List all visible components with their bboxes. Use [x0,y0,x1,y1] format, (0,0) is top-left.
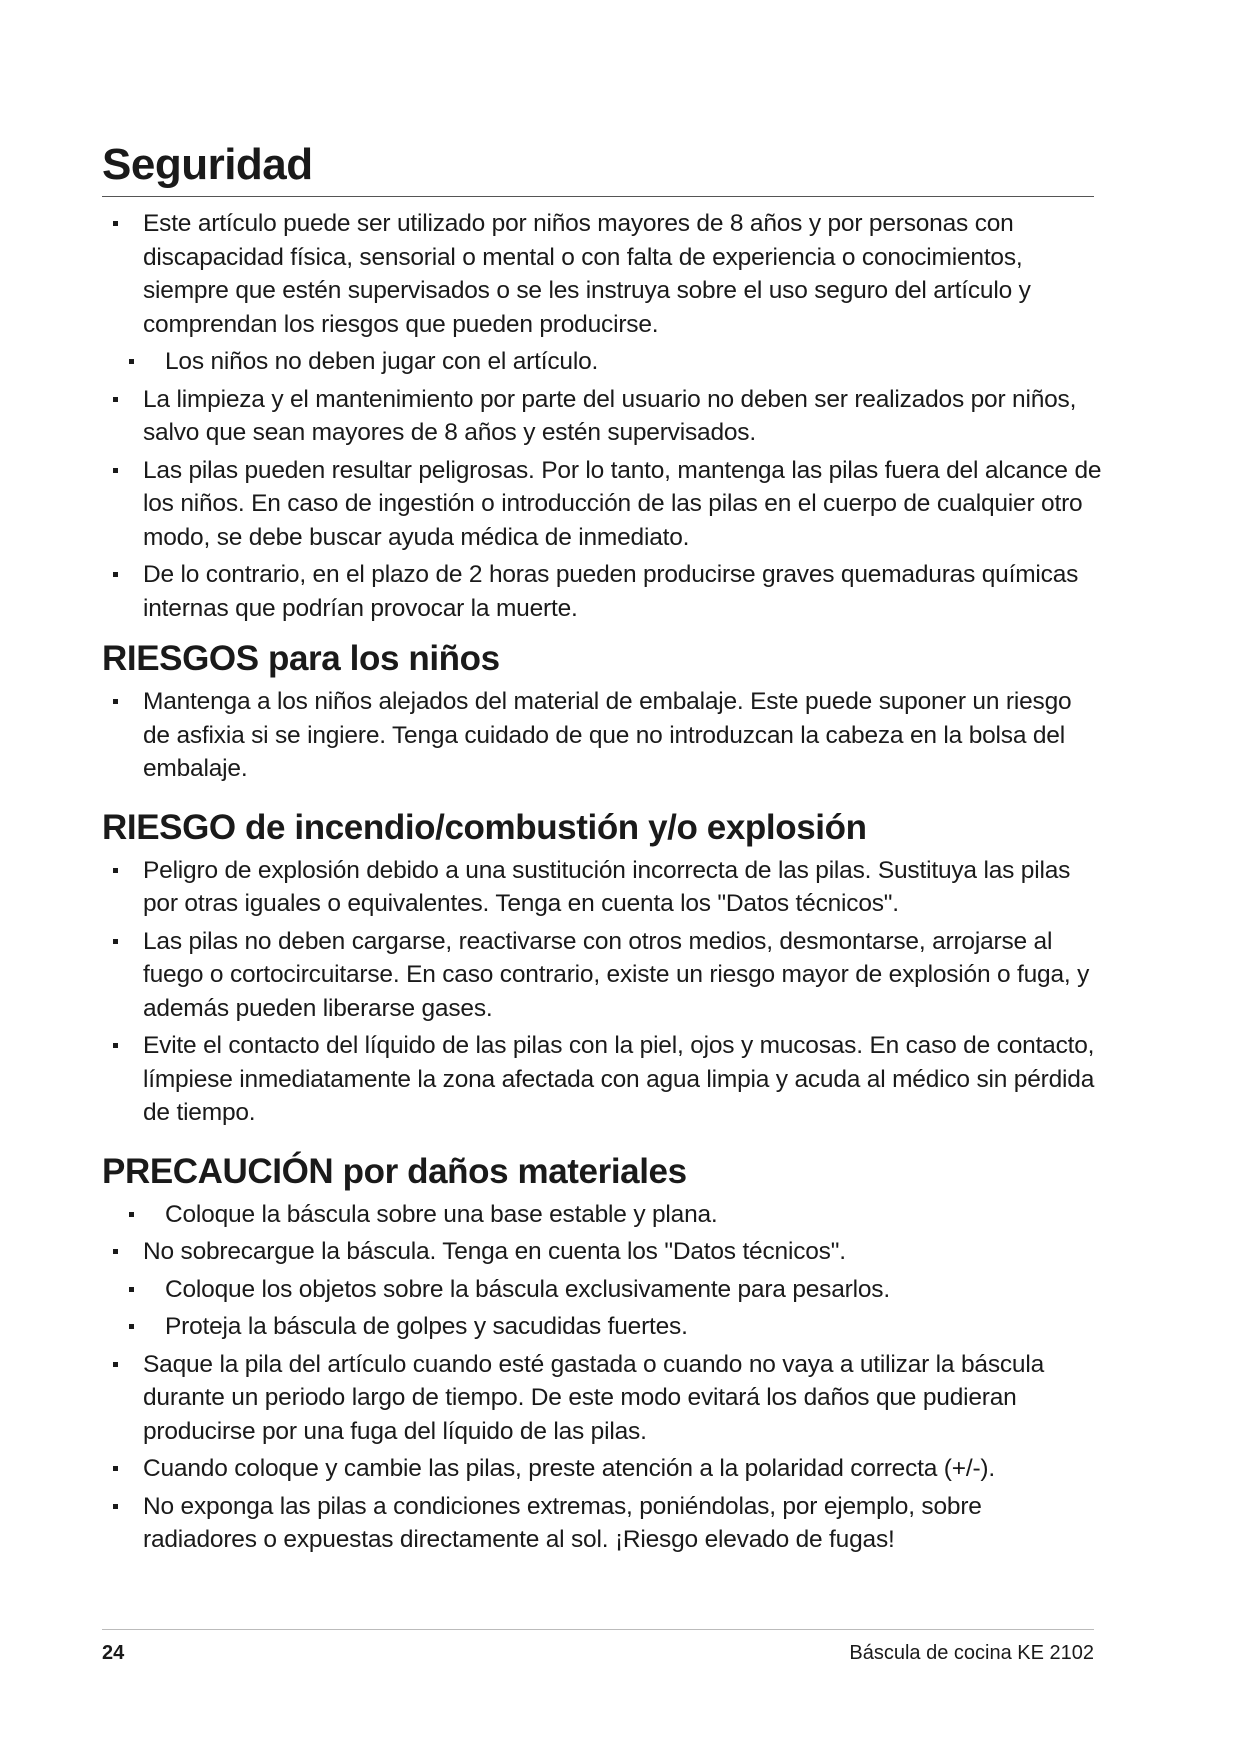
page-content [102,138,1102,1557]
document-title: Báscula de cocina KE 2102 [849,1642,1094,1664]
list-item: Este artículo puede ser utilizado por niños mayores de 8 años y por personas con discapacidad física, sensorial o mental o con falta de experiencia o conocimientos, siempre que estén supervisados o se les instruya sobre el uso seguro del artículo y comprendan los riesgos que pueden producirse. [102,207,1102,341]
bullet-marker [129,359,134,364]
list-item: Las pilas pueden resultar peligrosas. Por lo tanto, mantenga las pilas fuera del alcance de los niños. En caso de ingestión o introducción de las pilas en el cuerpo de cualquier otro modo, se debe buscar ayuda médica de inmediato. [102,454,1102,555]
bullet-marker [113,468,118,473]
list-item: Las pilas no deben cargarse, reactivarse con otros medios, desmontarse, arrojarse al fuego o cortocircuitarse. En caso contrario, existe un riesgo mayor de explosión o fuga, y además pueden liberarse gases. [102,925,1102,1026]
bullet-marker [113,1466,118,1471]
list-item: Proteja la báscula de golpes y sacudidas fuertes. [102,1310,1102,1344]
footer-divider [102,1629,1094,1630]
bullet-marker [129,1212,134,1217]
bullet-list [102,207,1102,625]
page-number: 24 [102,1642,125,1664]
section-riesgos-ninos [102,637,1102,786]
list-item: Peligro de explosión debido a una sustitución incorrecta de las pilas. Sustituya las pilas por otras iguales o equivalentes. Tenga en cuenta los "Datos técnicos". [102,854,1102,921]
bullet-marker [113,939,118,944]
bullet-list [102,685,1102,786]
bullet-list [102,1198,1102,1557]
bullet-marker [129,1287,134,1292]
section-title: PRECAUCIÓN por daños materiales [102,1151,687,1191]
list-item: Mantenga a los niños alejados del material de embalaje. Este puede suponer un riesgo de asfixia si se ingiere. Tenga cuidado de que no introduzcan la cabeza en la bolsa del embalaje. [102,685,1102,786]
list-item: Los niños no deben jugar con el artículo. [102,345,1102,379]
bullet-marker [113,1362,118,1367]
bullet-marker [113,699,118,704]
bullet-marker [113,572,118,577]
list-item: Evite el contacto del líquido de las pilas con la piel, ojos y mucosas. En caso de contacto, límpiese inmediatamente la zona afectada con agua limpia y acuda al médico sin pérdida de tiempo. [102,1029,1102,1130]
bullet-marker [129,1324,134,1329]
section-seguridad [102,138,1102,625]
section-riesgo-incendio [102,806,1102,1130]
list-item: Coloque la báscula sobre una base estable y plana. [102,1198,1102,1232]
bullet-marker [113,868,118,873]
list-item: De lo contrario, en el plazo de 2 horas pueden producirse graves quemaduras químicas internas que podrían provocar la muerte. [102,558,1102,625]
section-title: Seguridad [102,138,1094,197]
bullet-marker [113,1504,118,1509]
list-item: Saque la pila del artículo cuando esté gastada o cuando no vaya a utilizar la báscula durante un periodo largo de tiempo. De este modo evitará los daños que pudieran producirse por una fuga del líquido de las pilas. [102,1348,1102,1449]
bullet-list [102,854,1102,1130]
section-precaucion [102,1150,1102,1557]
section-title: RIESGOS para los niños [102,639,500,678]
list-item: No sobrecargue la báscula. Tenga en cuenta los "Datos técnicos". [102,1235,1102,1269]
list-item: Coloque los objetos sobre la báscula exclusivamente para pesarlos. [102,1273,1102,1307]
list-item: La limpieza y el mantenimiento por parte del usuario no deben ser realizados por niños, salvo que sean mayores de 8 años y estén supervisados. [102,383,1102,450]
bullet-marker [113,1043,118,1048]
list-item: No exponga las pilas a condiciones extremas, poniéndolas, por ejemplo, sobre radiadores o expuestas directamente al sol. ¡Riesgo elevado de fugas! [102,1490,1102,1557]
bullet-marker [113,397,118,402]
bullet-marker [113,221,118,226]
bullet-marker [113,1249,118,1254]
list-item: Cuando coloque y cambie las pilas, preste atención a la polaridad correcta (+/-). [102,1452,1102,1486]
section-title: RIESGO de incendio/combustión y/o explosión [102,807,867,847]
